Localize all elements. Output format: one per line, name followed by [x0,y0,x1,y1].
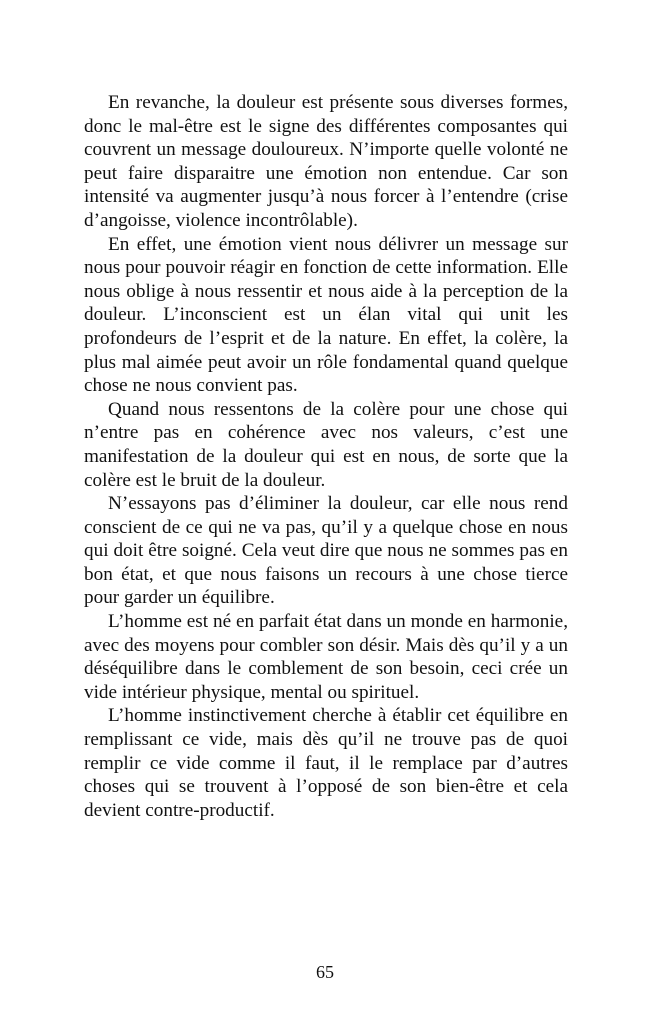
paragraph-2: En effet, une émotion vient nous délivrer un message sur nous pour pouvoir réagir en fonction de cette information. Elle nous oblige à nous ressentir et nous aide à la perception de la douleur. L’inconscient est un élan vital qui unit les profondeurs de l’esprit et de la nature. En effet, la colère, la plus mal aimée peut avoir un rôle fondamental quand quelque chose ne nous convient pas. [84,233,568,397]
page-body [84,91,568,822]
paragraph-3: Quand nous ressentons de la colère pour une chose qui n’entre pas en cohérence avec nos valeurs, c’est une manifestation de la douleur qui est en nous, de sorte que la colère est le bruit de la douleur. [84,398,568,491]
page-number: 65 [316,962,334,982]
paragraph-4: N’essayons pas d’éliminer la douleur, car elle nous rend conscient de ce qui ne va pas, qu’il y a quelque chose en nous qui doit être soigné. Cela veut dire que nous ne sommes pas en bon état, et que nous faisons un recours à une chose tierce pour garder un équilibre. [84,493,568,609]
paragraph-1: En revanche, la douleur est présente sous diverses formes, donc le mal-être est le signe des différentes composantes qui couvrent un message douloureux. N’importe quelle volonté ne peut faire disparaitre une émotion non entendue. Car son intensité va augmenter jusqu’à nous forcer à l’entendre (crise d’angoisse, violence incontrôlable). [84,92,568,231]
paragraph-6: L’homme instinctivement cherche à établir cet équilibre en remplissant ce vide, mais dès qu’il ne trouve pas de quoi remplir ce vide comme il faut, il le remplace par d’autres choses qui se trouvent à l’opposé de son bien-être et cela devient contre-productif. [84,705,568,821]
paragraph-5: L’homme est né en parfait état dans un monde en harmonie, avec des moyens pour combler son désir. Mais dès qu’il y a un déséquilibre dans le comblement de son besoin, ceci crée un vide intérieur physique, mental ou spirituel. [84,611,568,703]
